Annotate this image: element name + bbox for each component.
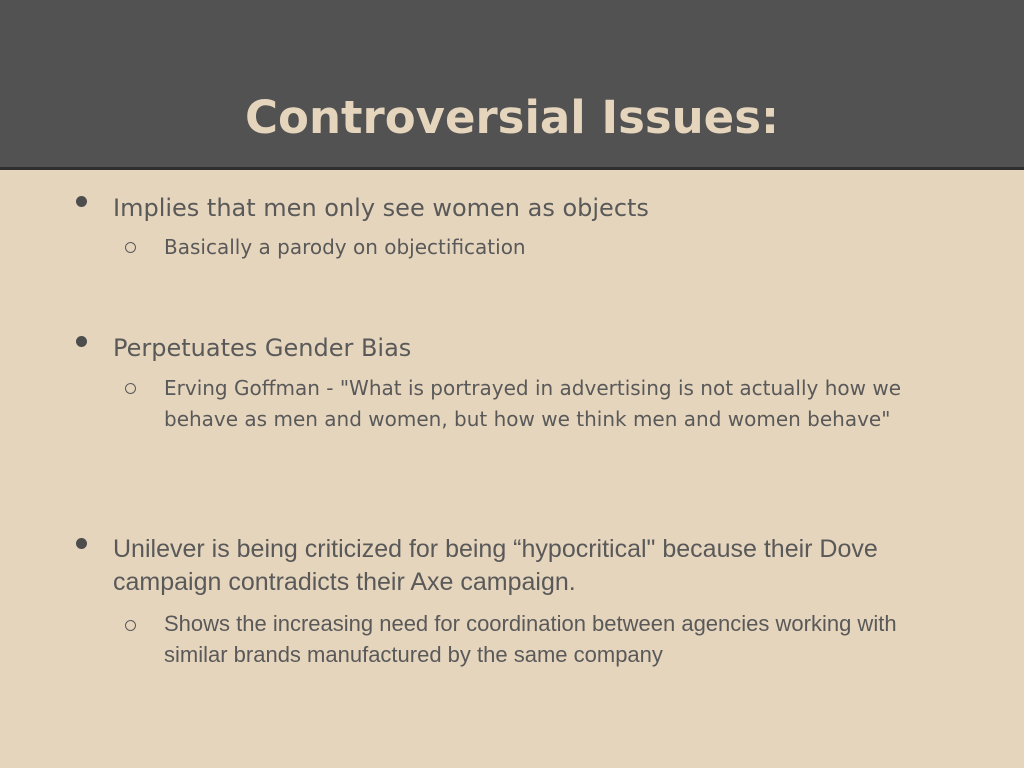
- bullet-text-3: Unilever is being criticized for being “hypocritical" because their Dove campaign contradicts their Axe campaign.: [113, 535, 878, 596]
- sub-bullet-text-1: Basically a parody on objectification: [164, 235, 526, 259]
- bullet-text-1: Implies that men only see women as objects: [113, 194, 649, 222]
- slide-title: Controversial Issues:: [245, 91, 779, 144]
- bullet-dot-icon: [76, 538, 87, 549]
- bullet-dot-icon: [76, 196, 87, 207]
- sub-bullet-text-3: Shows the increasing need for coordination between agencies working with similar brands manufactured by the same company: [164, 611, 897, 667]
- title-divider: [0, 167, 1024, 170]
- bullet-dot-icon: [76, 336, 87, 347]
- sub-bullet-circle-icon: [125, 242, 136, 253]
- sub-bullet-circle-icon: [125, 383, 136, 394]
- sub-bullet-text-2: Erving Goffman - "What is portrayed in advertising is not actually how we behave as men and women, but how we think men and women behave": [164, 376, 902, 431]
- bullet-text-2: Perpetuates Gender Bias: [113, 334, 412, 362]
- sub-bullet-circle-icon: [125, 620, 136, 631]
